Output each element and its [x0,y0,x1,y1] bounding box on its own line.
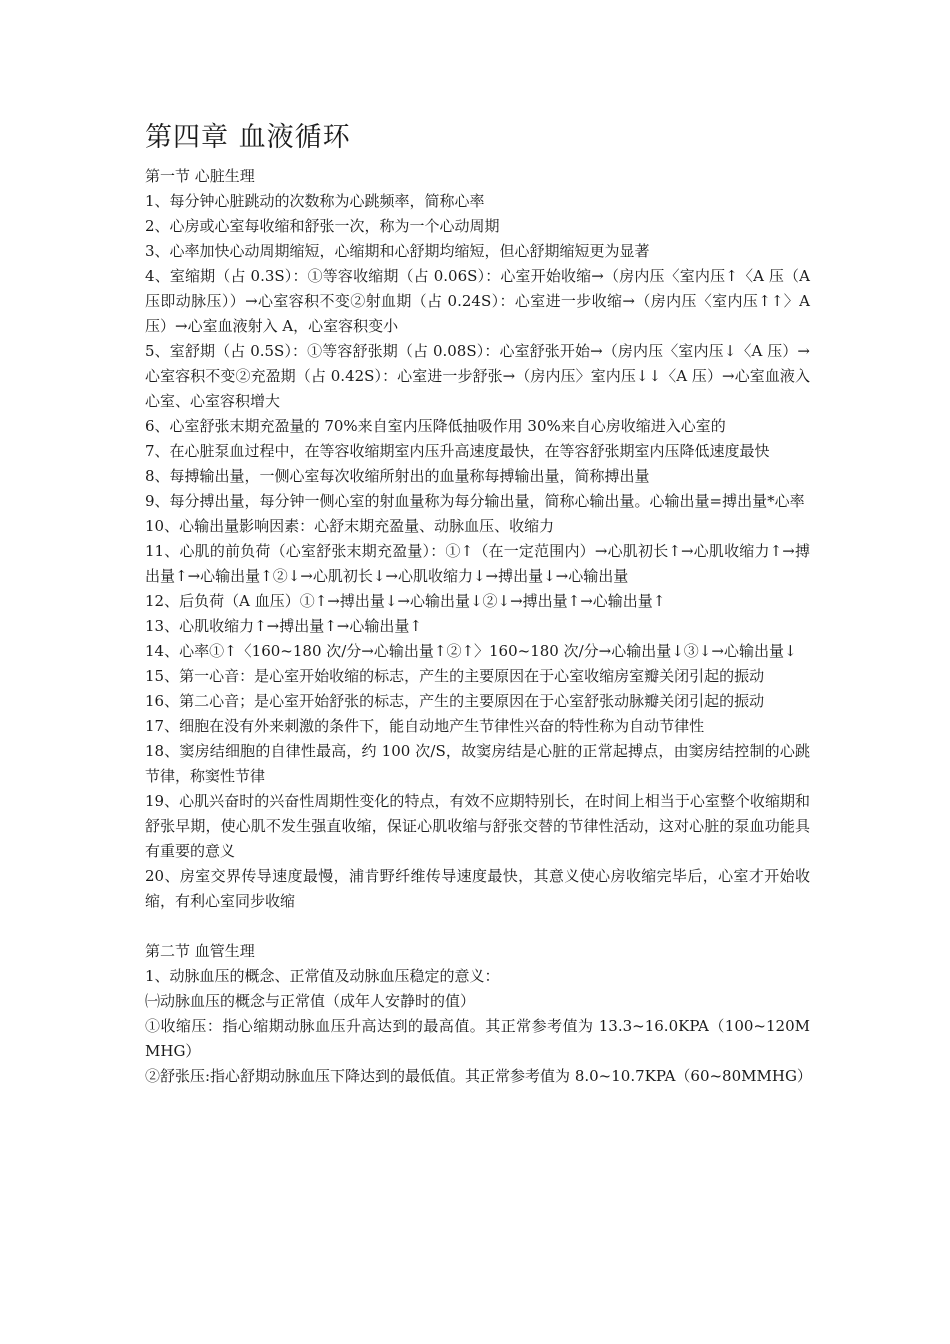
section-1-item-3: 3、心率加快心动周期缩短，心缩期和心舒期均缩短，但心舒期缩短更为显著 [145,242,650,260]
section-1-title: 第一节 心脏生理 [145,167,255,185]
section-1-item-4: 4、室缩期（占 0.3S）：①等容收缩期（占 0.06S）：心室开始收缩→（房内压〈室内压↑〈A 压（A 压即动脉压））→心室容积不变②射血期（占 0.24S）：心室进一步收缩→（房内压〈室内压↑↑〉A 压）→心室血液射入 A，心室容积变小 [145,267,810,335]
section-1-item-7: 7、在心脏泵血过程中，在等容收缩期室内压升高速度最快，在等容舒张期室内压降低速度最快 [145,442,770,460]
section-gap [145,914,810,939]
section-1-item-18: 18、窦房结细胞的自律性最高，约 100 次/S，故窦房结是心脏的正常起搏点，由窦房结控制的心跳节律，称窦性节律 [145,742,810,785]
document-content [145,118,810,1089]
section-2-item-3: ①收缩压：指心缩期动脉血压升高达到的最高值。其正常参考值为 13.3~16.0KPA（100~120MMHG） [145,1017,810,1060]
section-1-item-20: 20、房室交界传导速度最慢，浦肯野纤维传导速度最快，其意义使心房收缩完毕后，心室才开始收缩，有利心室同步收缩 [145,867,810,910]
section-2-item-2: ㈠动脉血压的概念与正常值（成年人安静时的值） [145,992,476,1010]
section-1-item-5: 5、室舒期（占 0.5S）：①等容舒张期（占 0.08S）：心室舒张开始→（房内压〈室内压↓〈A 压）→心室容积不变②充盈期（占 0.42S）：心室进一步舒张→（房内压〉室内压↓↓〈A 压）→心室血液入心室、心室容积增大 [145,342,810,410]
section-2-item-4: ②舒张压:指心舒期动脉血压下降达到的最低值。其正常参考值为 8.0~10.7KPA（60~80MMHG） [145,1067,812,1085]
section-2-items [145,964,810,1089]
section-1-item-16: 16、第二心音；是心室开始舒张的标志，产生的主要原因在于心室舒张动脉瓣关闭引起的振动 [145,692,765,710]
section-1-item-8: 8、每搏输出量，一侧心室每次收缩所射出的血量称每搏输出量，简称搏出量 [145,467,650,485]
chapter-title: 第四章 血液循环 [145,122,351,153]
section-2-title: 第二节 血管生理 [145,942,255,960]
section-2-item-1: 1、动脉血压的概念、正常值及动脉血压稳定的意义： [145,967,500,985]
section-1-item-6: 6、心室舒张末期充盈量的 70%来自室内压降低抽吸作用 30%来自心房收缩进入心室的 [145,417,726,435]
section-1-item-1: 1、每分钟心脏跳动的次数称为心跳频率，简称心率 [145,192,485,210]
section-1-item-17: 17、细胞在没有外来刺激的条件下，能自动地产生节律性兴奋的特性称为自动节律性 [145,717,705,735]
section-1-item-2: 2、心房或心室每收缩和舒张一次，称为一个心动周期 [145,217,500,235]
section-1-item-10: 10、心输出量影响因素：心舒末期充盈量、动脉血压、收缩力 [145,517,555,535]
section-1-item-11: 11、心肌的前负荷（心室舒张末期充盈量）：①↑（在一定范围内）→心肌初长↑→心肌收缩力↑→搏出量↑→心输出量↑②↓→心肌初长↓→心肌收缩力↓→搏出量↓→心输出量 [145,542,810,585]
section-1-item-15: 15、第一心音：是心室开始收缩的标志，产生的主要原因在于心室收缩房室瓣关闭引起的振动 [145,667,765,685]
section-1-items [145,189,810,914]
section-1-item-12: 12、后负荷（A 血压）①↑→搏出量↓→心输出量↓②↓→搏出量↑→心输出量↑ [145,592,666,610]
section-1-item-14: 14、心率①↑〈160~180 次/分→心输出量↑②↑〉160~180 次/分→心输出量↓③↓→心输出量↓ [145,642,797,660]
section-1-item-13: 13、心肌收缩力↑→搏出量↑→心输出量↑ [145,617,422,635]
section-1-item-19: 19、心肌兴奋时的兴奋性周期性变化的特点，有效不应期特别长，在时间上相当于心室整个收缩期和舒张早期，使心肌不发生强直收缩，保证心肌收缩与舒张交替的节律性活动，这对心脏的泵血功能具有重要的意义 [145,792,810,860]
section-1-item-9: 9、每分搏出量，每分钟一侧心室的射血量称为每分输出量，简称心输出量。心输出量=搏出量*心率 [145,492,805,510]
